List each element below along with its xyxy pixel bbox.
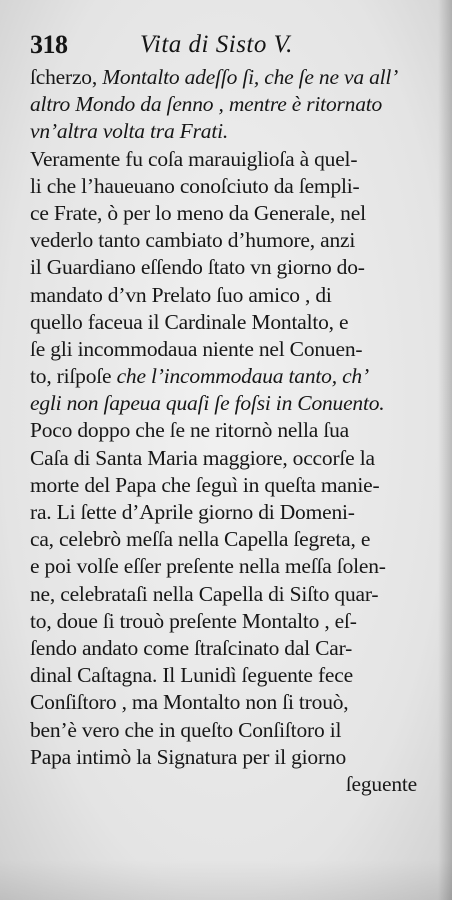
roman-text: ben’è vero che in queſto Conſiſtoro il [30, 717, 342, 742]
roman-text: dinal Caſtagna. Il Lunidì ſeguente fece [30, 663, 353, 688]
page-bottom-shadow [0, 860, 452, 900]
text-line [30, 146, 435, 173]
text-line [30, 336, 435, 363]
text-line [30, 118, 435, 145]
text-line [30, 581, 435, 608]
page-header [30, 30, 420, 64]
text-line [30, 227, 435, 254]
text-line [30, 254, 435, 281]
text-line [30, 309, 435, 336]
text-line [30, 173, 435, 200]
roman-text: Conſiſtoro , ma Montalto non ſi trouò, [30, 690, 349, 715]
text-line [30, 200, 435, 227]
roman-text: Caſa di Santa Maria maggiore, occorſe la [30, 445, 375, 470]
text-line [30, 282, 435, 309]
roman-text: e poi volſe eſſer preſente nella meſſa ſolen- [30, 554, 386, 579]
roman-text: morte del Papa che ſeguì in queſta manie- [30, 472, 380, 497]
text-line [30, 689, 435, 716]
text-line [30, 526, 435, 553]
text-line [30, 553, 435, 580]
italic-text: che l’incommodaua tanto, ch’ [116, 364, 369, 389]
page-edge-shadow [438, 0, 452, 900]
italic-text: vn’altra volta tra Frati. [30, 119, 229, 144]
roman-text: Papa intimò la Signatura per il giorno [30, 744, 347, 769]
text-line [30, 363, 435, 390]
text-line [30, 390, 435, 417]
roman-text: li che l’haueuano conoſciuto da ſempli- [30, 173, 360, 198]
roman-text: ra. Li ſette d’Aprile giorno di Domeni- [30, 500, 355, 524]
text-line [30, 608, 435, 635]
roman-text: ſcherzo, [30, 65, 103, 89]
page-number: 318 [30, 30, 68, 59]
text-line [30, 744, 435, 771]
italic-text: altro Mondo da ſenno , mentre è ritornato [30, 92, 383, 117]
text-line [30, 417, 435, 444]
roman-text: Poco doppo che ſe ne ritornò nella ſua [30, 418, 349, 443]
roman-text: mandato d’vn Prelato ſuo amico , di [30, 282, 332, 307]
text-line [30, 635, 435, 662]
roman-text: ce Frate, ò per lo meno da Generale, nel [30, 200, 366, 225]
italic-text: egli non ſapeua quaſi ſe foſsi in Conuento. [30, 391, 385, 416]
body-text [30, 64, 435, 798]
roman-text: Veramente fu coſa marauiglioſa à quel- [30, 146, 358, 171]
roman-text: vederlo tanto cambiato d’humore, anzi [30, 228, 356, 253]
catchword [30, 771, 435, 798]
roman-text: ſeguente [345, 771, 417, 796]
roman-text: ſe gli incommodaua niente nel Conuen- [30, 336, 363, 361]
roman-text: ne, celebrataſi nella Capella di Siſto quar- [30, 581, 379, 606]
roman-text: quello faceua il Cardinale Montalto, e [30, 309, 349, 334]
text-line [30, 472, 435, 499]
text-line [30, 64, 435, 91]
roman-text: to, riſpoſe [30, 364, 117, 389]
text-line [30, 717, 435, 744]
roman-text: ſendo andato come ſtraſcinato dal Car- [30, 635, 353, 660]
text-line [30, 662, 435, 689]
roman-text: ca, celebrò meſſa nella Capella ſegreta, e [30, 527, 371, 552]
roman-text: to, doue ſi trouò preſente Montalto , eſ- [30, 608, 357, 633]
text-line [30, 445, 435, 472]
italic-text: Montalto adeſſo ſi, che ſe ne va all’ [102, 65, 399, 89]
text-line [30, 499, 435, 526]
text-line [30, 91, 435, 118]
roman-text: il Guardiano eſſendo ſtato vn giorno do- [30, 255, 365, 280]
running-head: Vita di Sisto V. [140, 31, 293, 58]
